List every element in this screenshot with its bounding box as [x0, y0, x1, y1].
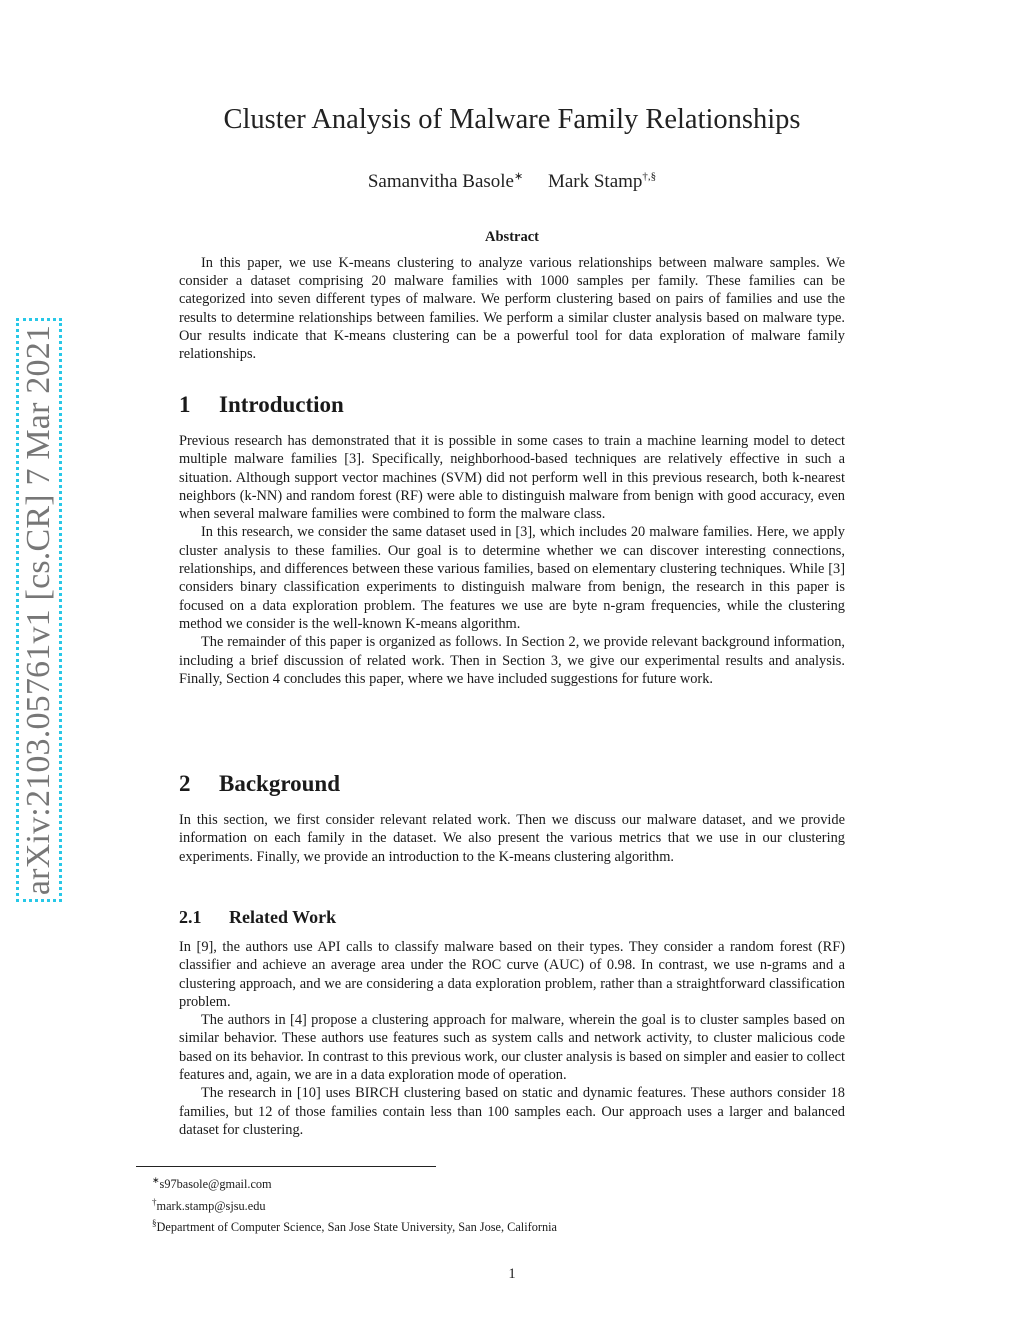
footnote: §Department of Computer Science, San Jose State University, San Jose, California — [152, 1218, 557, 1235]
arxiv-id: arXiv:2103.05761v1 [cs.CR] 7 Mar 2021 — [20, 324, 57, 896]
abstract-text: In this paper, we use K-means clustering to analyze various relationships between malware samples. We consider a dataset comprising 20 malware families with 1000 samples per family. These families can be categorized into seven different types of malware. We perform clustering based on pairs of families and use the results to determine relationships between families. We perform a similar cluster analysis based on malware type. Our results indicate that K-means clustering can be a powerful tool for data exploration of malware family relationships. — [179, 255, 845, 363]
paragraph: In this research, we consider the same dataset used in [3], which includes 20 malware families. Here, we apply cluster analysis to these families. Our goal is to determine whether we can discover interesting connections, relationships, and differences between these various families, based on elementary clustering techniques. While [3] considers binary classification experiments to distinguish malware from benign, the research in this paper is focused on a data exploration problem. The features we use are byte n-gram frequencies, while the clustering method we consider is the well-known K-means algorithm. — [179, 524, 845, 632]
arxiv-stamp — [16, 318, 62, 902]
author-1: Samanvitha Basole∗ — [367, 171, 524, 193]
abstract-heading: Abstract — [485, 229, 539, 245]
paragraph: The remainder of this paper is organized as follows. In Section 2, we provide relevant background information, including a brief discussion of related work. Then in Section 3, we give our experimental results and analysis. Finally, Section 4 concludes this paper, where we have included suggestions for future work. — [179, 634, 845, 687]
author-2: Mark Stamp†,§ — [547, 171, 657, 193]
subsection-heading-related-work: 2.1 Related Work — [179, 907, 337, 927]
paragraph: In this section, we first consider relevant related work. Then we discuss our malware dataset, and we provide information on each family in the dataset. We also present the various metrics that we use in our clustering experiments. Finally, we provide an introduction to the K-means clustering algorithm. — [179, 812, 845, 865]
introduction-body — [179, 432, 845, 688]
paragraph: In [9], the authors use API calls to classify malware based on their types. They consider a random forest (RF) classifier and achieve an average area under the ROC curve (AUC) of 0.98. In contrast, we use n-grams and a clustering approach, and we are considering a data exploration problem, rather than a straightforward classification problem. — [179, 939, 845, 1010]
paragraph: Previous research has demonstrated that it is possible in some cases to train a machine learning model to detect multiple malware families [3]. Specifically, neighborhood-based techniques are relatively effective in such a situation. Although support vector machines (SVM) did not perform well in this previous research, both k-nearest neighbors (k-NN) and random forest (RF) were able to distinguish malware from benign with good accuracy, even when several malware families were combined to form the malware class. — [179, 433, 845, 523]
page-number: 1 — [508, 1266, 516, 1282]
related-work-body — [179, 938, 845, 1139]
section-heading-background: 2 Background — [179, 771, 341, 796]
footnote: ∗s97basole@gmail.com — [152, 1175, 272, 1192]
background-body — [179, 811, 845, 866]
footnote: †mark.stamp@sjsu.edu — [152, 1196, 266, 1213]
section-heading-introduction: 1 Introduction — [179, 392, 344, 417]
paragraph: The research in [10] uses BIRCH clustering based on static and dynamic features. These authors consider 18 families, but 12 of those families contain less than 100 samples each. Our approach uses a larger and balanced dataset for clustering. — [179, 1085, 845, 1138]
footnotes — [152, 1172, 852, 1237]
paragraph: The authors in [4] propose a clustering approach for malware, wherein the goal is to cluster samples based on similar behavior. These authors use features such as system calls and network activity, to cluster malicious code based on its behavior. In contrast to this previous work, our cluster analysis is based on simpler and easier to collect features and, again, we are in a data exploration mode of operation. — [179, 1012, 845, 1084]
footnote-rule — [136, 1166, 436, 1167]
paper-title: Cluster Analysis of Malware Family Relationships — [223, 104, 801, 135]
author-list — [120, 170, 904, 193]
